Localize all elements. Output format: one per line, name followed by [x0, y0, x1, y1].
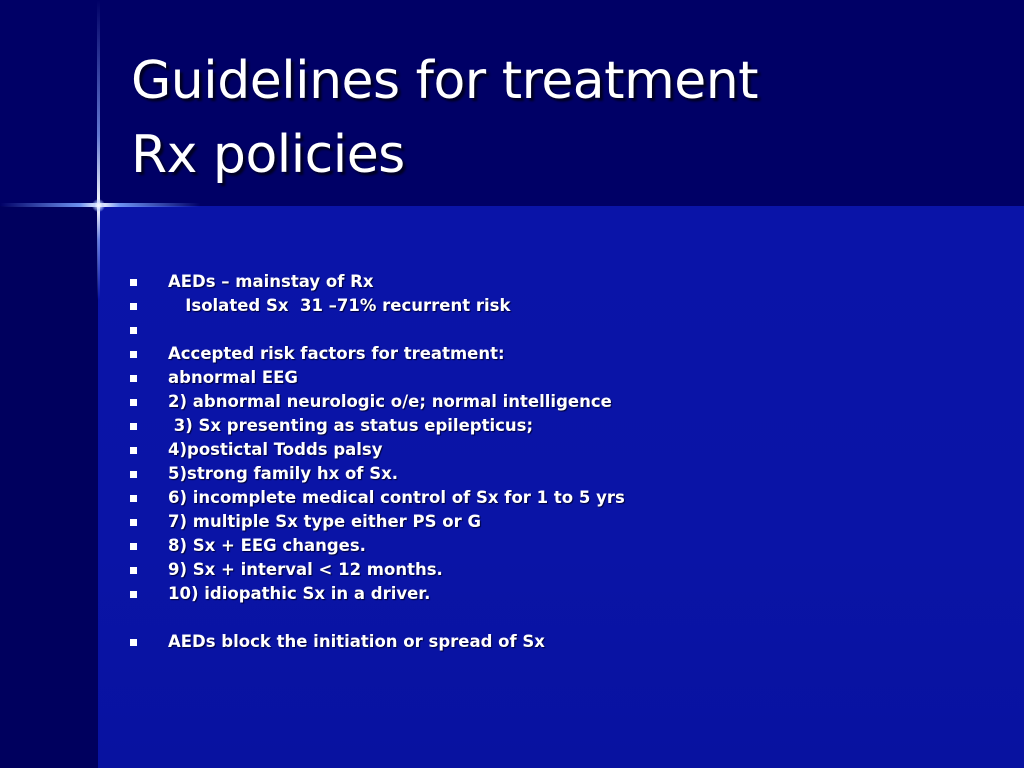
list-item	[128, 534, 625, 558]
list-item	[128, 390, 625, 414]
list-item	[128, 366, 625, 390]
bullet-text: abnormal EEG	[168, 368, 298, 387]
list-item	[128, 294, 625, 318]
list-item	[128, 438, 625, 462]
list-item	[128, 486, 625, 510]
square-bullet-icon	[130, 639, 137, 646]
list-spacer	[128, 606, 625, 630]
list-item	[128, 462, 625, 486]
list-item	[128, 558, 625, 582]
bullet-text: AEDs block the initiation or spread of Sx	[168, 632, 545, 651]
bullet-text: Isolated Sx 31 –71% recurrent risk	[168, 296, 511, 315]
bullet-text: AEDs – mainstay of Rx	[168, 272, 374, 291]
bullet-text: 7) multiple Sx type either PS or G	[168, 512, 482, 531]
bullet-text: 10) idiopathic Sx in a driver.	[168, 584, 431, 603]
bullet-text: 6) incomplete medical control of Sx for 1 to 5 yrs	[168, 488, 625, 507]
bullet-list	[128, 270, 625, 654]
square-bullet-icon	[130, 519, 137, 526]
square-bullet-icon	[130, 303, 137, 310]
square-bullet-icon	[130, 351, 137, 358]
sparkle-icon	[92, 199, 105, 212]
square-bullet-icon	[130, 543, 137, 550]
list-item	[128, 582, 625, 606]
bullet-text: 5)strong family hx of Sx.	[168, 464, 399, 483]
list-item	[128, 270, 625, 294]
slide-title	[131, 44, 758, 192]
bullet-text: 2) abnormal neurologic o/e; normal intelligence	[168, 392, 612, 411]
bullet-text: 4)postictal Todds palsy	[168, 440, 383, 459]
list-item	[128, 630, 625, 654]
square-bullet-icon	[130, 471, 137, 478]
list-item	[128, 414, 625, 438]
bullet-text: 8) Sx + EEG changes.	[168, 536, 366, 555]
bullet-text: 3) Sx presenting as status epilepticus;	[168, 416, 534, 435]
square-bullet-icon	[130, 591, 137, 598]
list-item	[128, 318, 625, 342]
list-item	[128, 510, 625, 534]
left-border-strip	[0, 206, 98, 768]
square-bullet-icon	[130, 423, 137, 430]
list-item	[128, 342, 625, 366]
bullet-text: 9) Sx + interval < 12 months.	[168, 560, 443, 579]
vertical-glow-line	[97, 0, 100, 300]
square-bullet-icon	[130, 375, 137, 382]
square-bullet-icon	[130, 567, 137, 574]
title-line-2: Rx policies	[131, 125, 405, 185]
square-bullet-icon	[130, 447, 137, 454]
square-bullet-icon	[130, 327, 137, 334]
square-bullet-icon	[130, 279, 137, 286]
title-line-1: Guidelines for treatment	[131, 51, 759, 111]
bullet-text: Accepted risk factors for treatment:	[168, 344, 505, 363]
square-bullet-icon	[130, 399, 137, 406]
square-bullet-icon	[130, 495, 137, 502]
